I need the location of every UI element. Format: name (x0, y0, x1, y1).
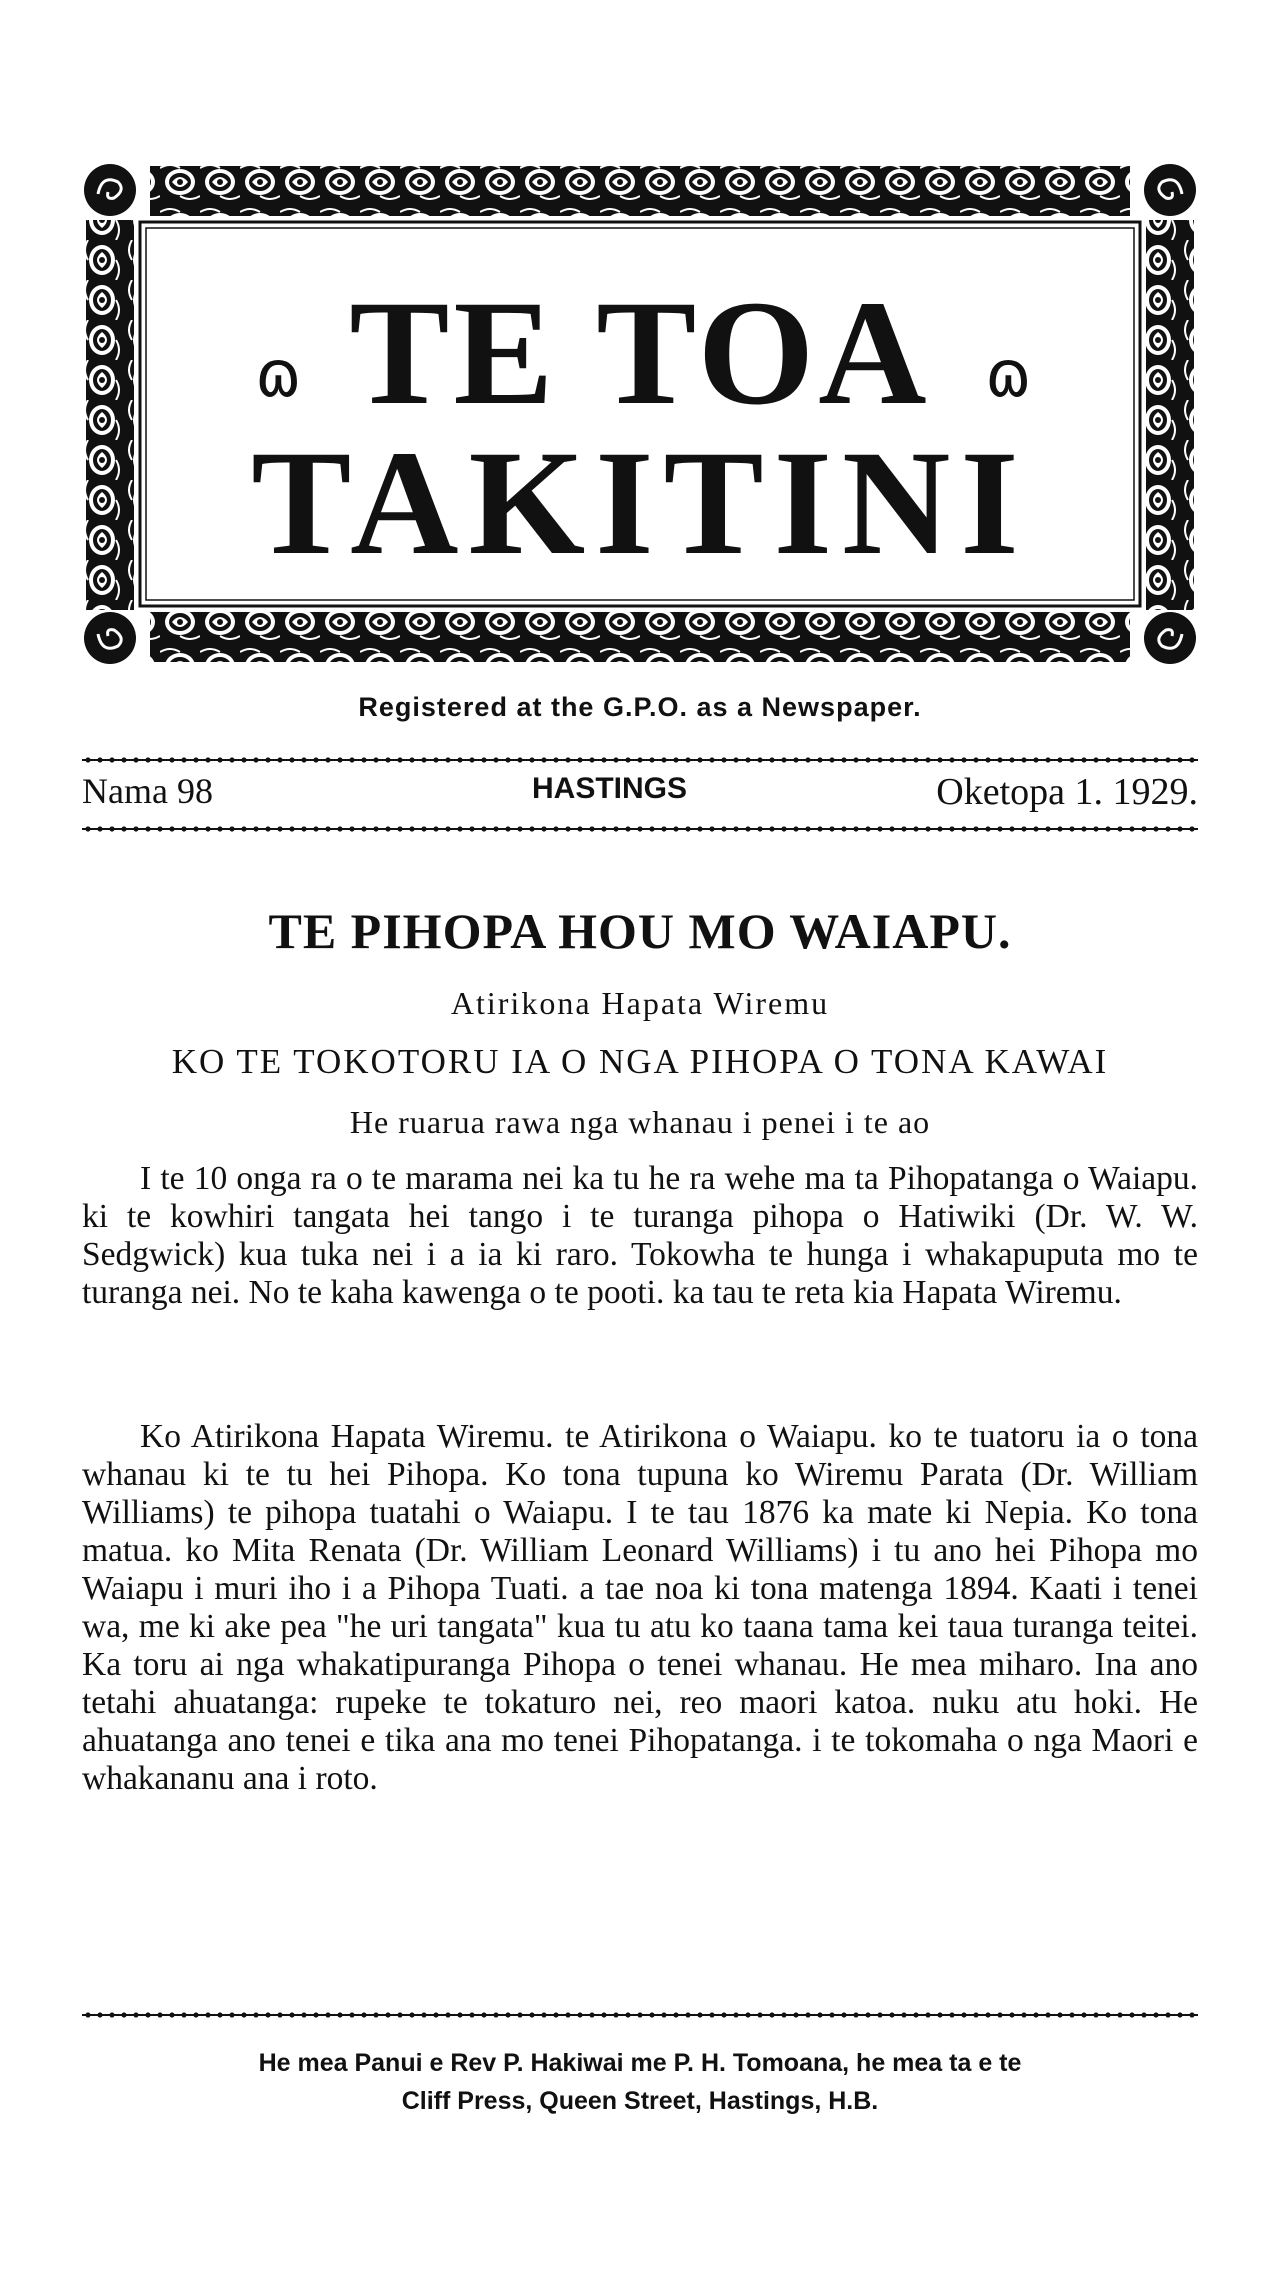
article-paragraph: I te 10 onga ra o te marama nei ka tu he ra wehe ma ta Pihopatanga o Waiapu. ki te kowhiri tangata hei tango i te turanga pihopa o Hatiwiki (Dr. W. W. Sedgwick) kua tuka nei i a ia ki raro. Tokowha te hunga i whakapuputa mo te turanga nei. No te kaha kawenga o te pooti. ka tau te reta kia Hapata Wiremu. (82, 1160, 1198, 1311)
right-swirl-ornament: ɷ (985, 338, 1032, 412)
article-headline: TE PIHOPA HOU MO WAIAPU. (268, 903, 1012, 959)
issue-number: Nama 98 (82, 771, 213, 811)
masthead-title-line1: TE TOA (349, 270, 931, 436)
registration-notice: Registered at the G.P.O. as a Newspaper. (358, 692, 922, 722)
masthead (80, 160, 1200, 680)
dotted-rule-under-issue (82, 826, 1198, 832)
issue-place: HASTINGS (532, 772, 688, 805)
dotted-rule-top (82, 757, 1198, 763)
imprint-line-1: He mea Panui e Rev P. Hakiwai me P. H. Tomoana, he mea ta e te (258, 2049, 1022, 2077)
issue-info-row (82, 770, 1198, 820)
issue-date: Oketopa 1. 1929. (936, 771, 1198, 813)
article-subhead-caps: KO TE TOKOTORU IA O NGA PIHOPA O TONA KAWAI (171, 1042, 1109, 1081)
dotted-rule-bottom (82, 2012, 1198, 2018)
article-subhead-name: Atirikona Hapata Wiremu (450, 985, 830, 1021)
imprint-line-2: Cliff Press, Queen Street, Hastings, H.B. (401, 2087, 879, 2115)
masthead-title-line2: TAKITINI (251, 420, 1029, 586)
left-swirl-ornament: ɷ (255, 338, 302, 412)
article-subhead-tagline: He ruarua rawa nga whanau i penei i te ao (349, 1104, 931, 1140)
article-paragraph: Ko Atirikona Hapata Wiremu. te Atirikona o Waiapu. ko te tuatoru ia o tona whanau ki te tu hei Pihopa. Ko tona tupuna ko Wiremu Parata (Dr. William Williams) te pihopa tuatahi o Waiapu. I te tau 1876 ka mate ki Nepia. Ko tona matua. ko Mita Renata (Dr. William Leonard Williams) i tu ano hei Pihopa mo Waiapu i muri iho i a Pihopa Tuati. a tae noa ki tona matenga 1894. Kaati i tenei wa, me ki ake pea "he uri tangata" kua tu atu ko taana tama kei taua turanga teitei. Ka toru ai nga whakatipuranga Pihopa o tenei whanau. He mea miharo. Ina ano tetahi ahuatanga: rupeke te tokaturo nei, reo maori katoa. nuku atu hoki. He ahuatanga ano tenei e tika ana mo tenei Pihopatanga. i te tokomaha o nga Maori e whakananu ana i roto. (82, 1418, 1198, 1797)
imprint-footer (0, 2044, 1280, 2120)
